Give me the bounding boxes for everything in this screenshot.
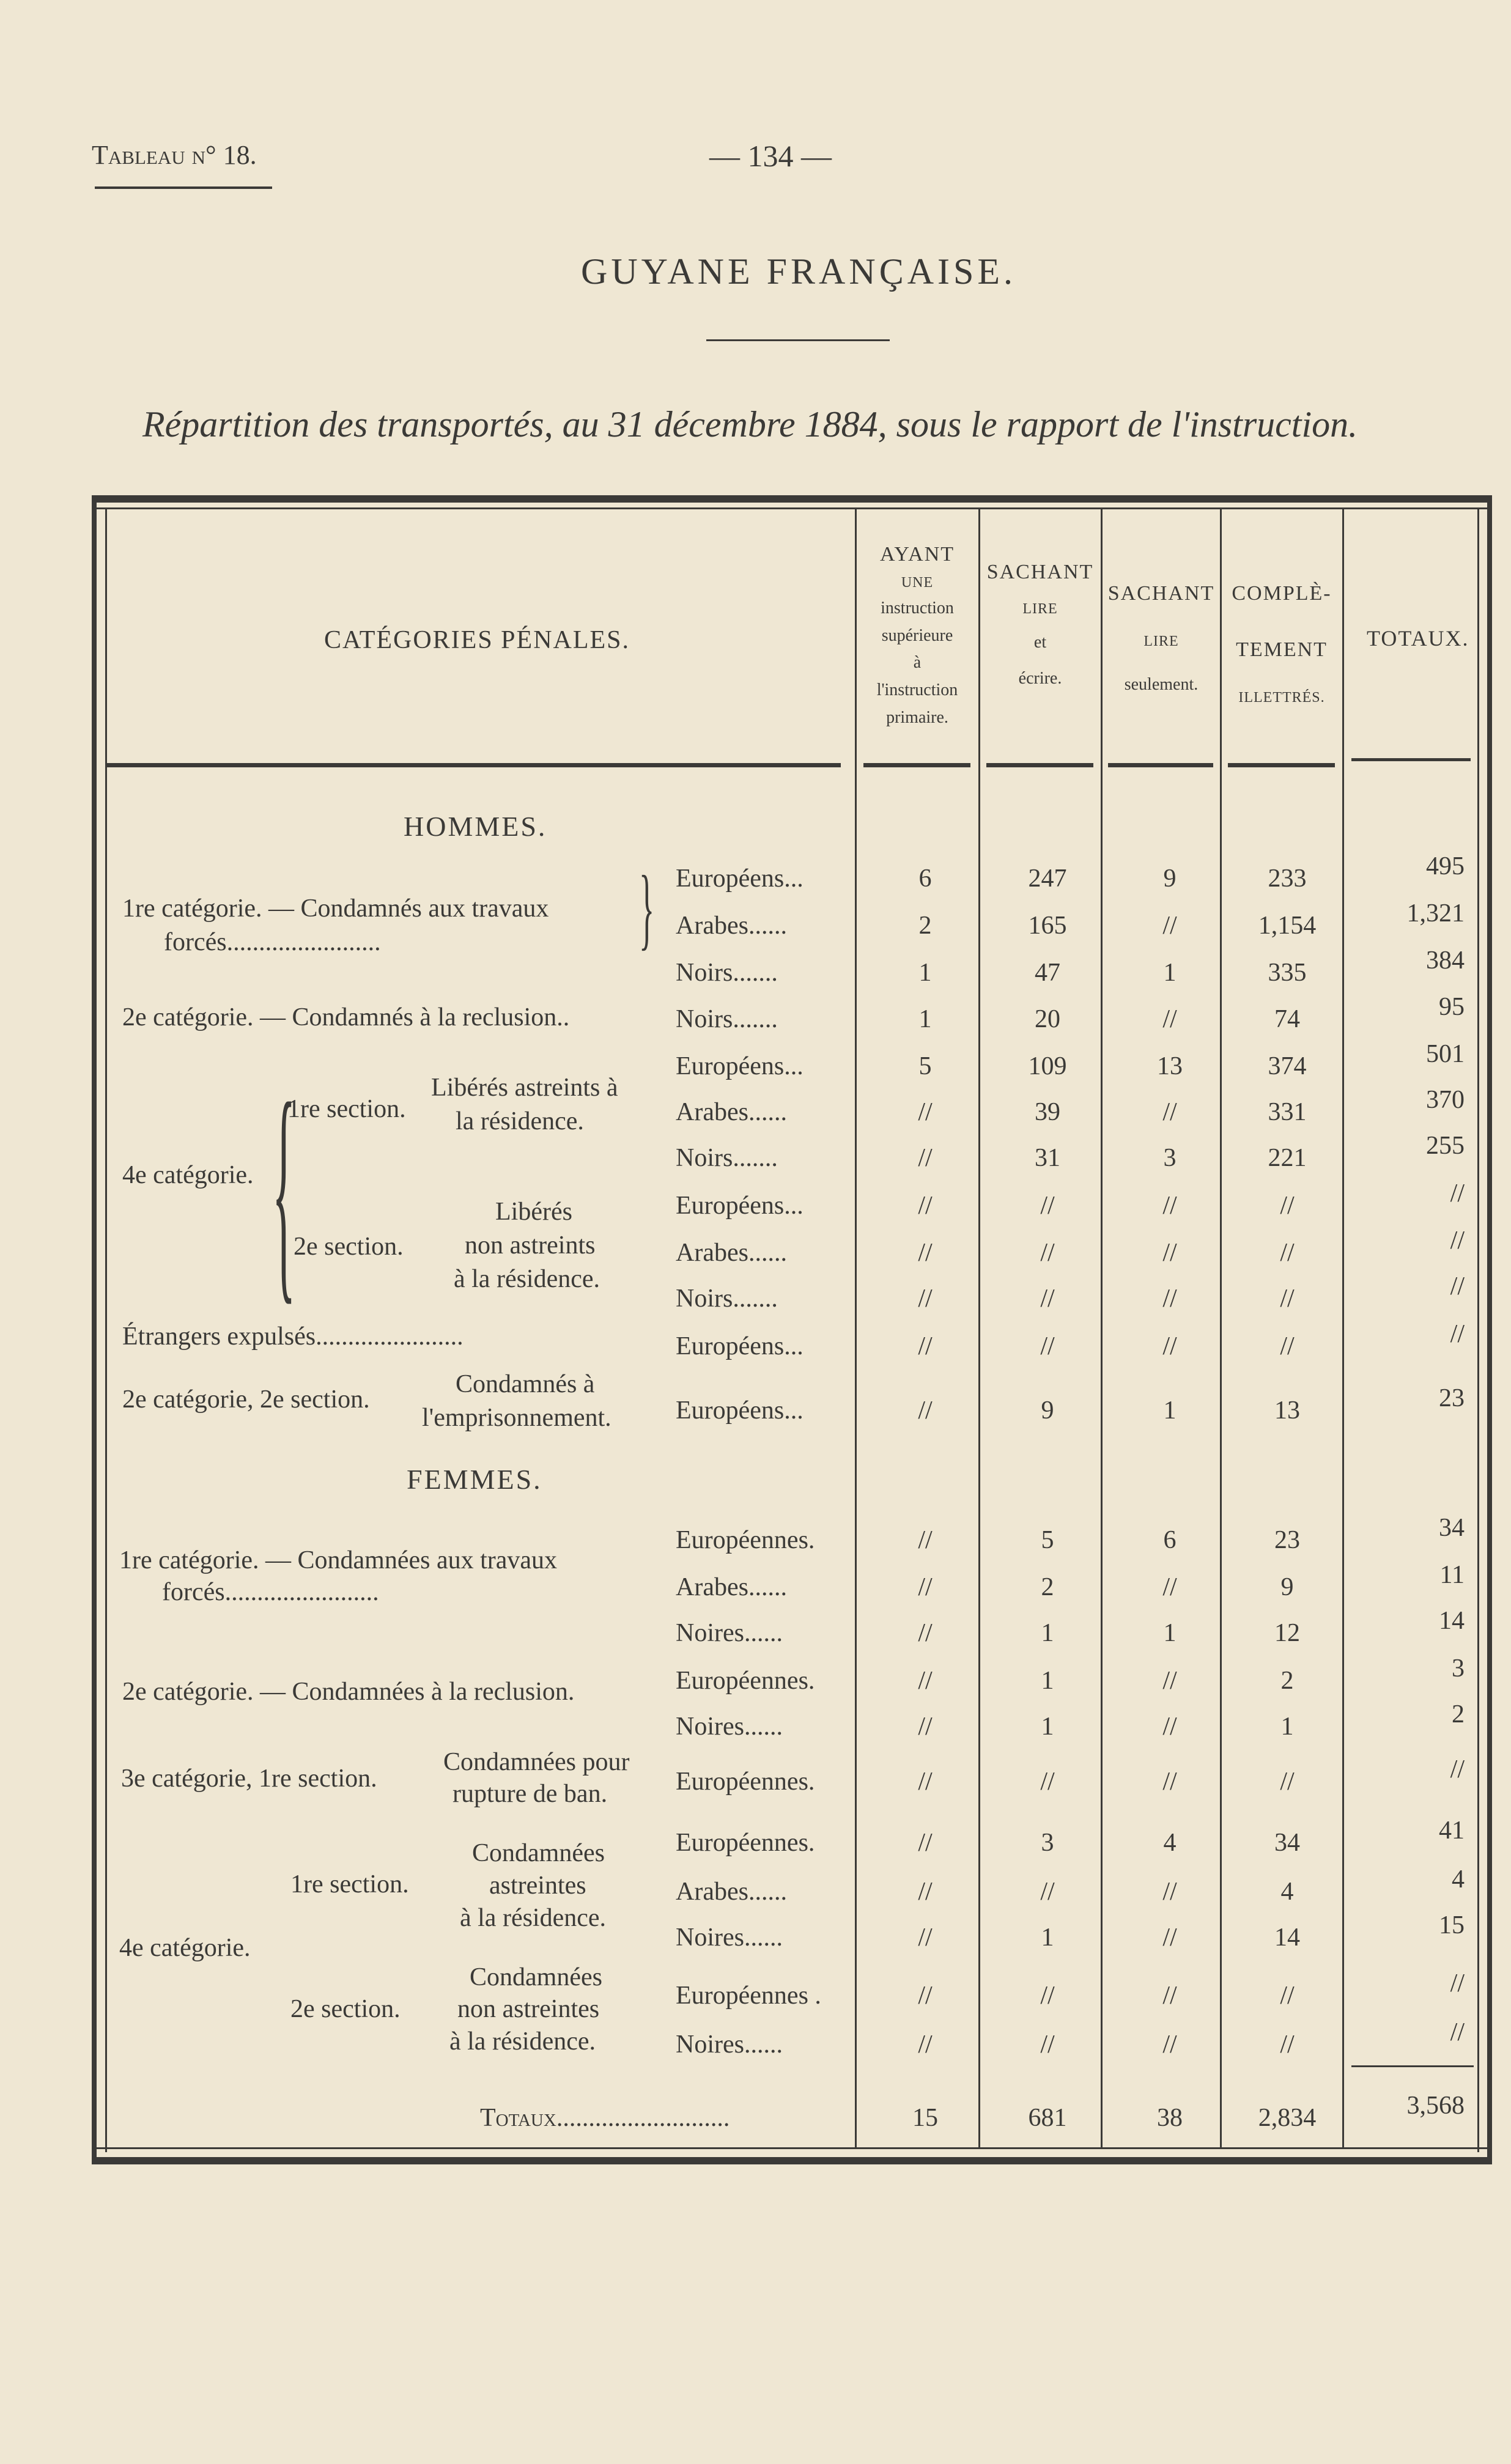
- row-value-c4: 4: [1280, 1878, 1294, 1906]
- row-origin: Européens...: [676, 1332, 804, 1360]
- col-sep-1: [855, 509, 857, 2148]
- header-rule-cat: [107, 763, 841, 767]
- row-origin: Européennes .: [676, 1982, 821, 2010]
- row-value-c1: //: [918, 1829, 933, 1857]
- page-number: — 134 —: [709, 139, 832, 173]
- row-origin: Noires......: [676, 2031, 783, 2059]
- header-rule-c2: [986, 763, 1093, 767]
- label-f4-s1: 1re section.: [290, 1870, 409, 1898]
- section-hommes: HOMMES.: [404, 811, 547, 842]
- c2-line-1: SACHANT: [986, 561, 1094, 583]
- row-value-c2: 5: [1041, 1526, 1054, 1554]
- section-femmes: FEMMES.: [407, 1464, 542, 1495]
- col-header-superieure: [856, 538, 978, 732]
- row-value-c2: //: [1040, 1768, 1055, 1796]
- row-value-c3: //: [1162, 1667, 1177, 1695]
- row-value-c5: 23: [1439, 1384, 1465, 1412]
- c1-line-1: AYANT: [879, 543, 955, 566]
- label-h4-s1-desc1: Libérés astreints à: [431, 1074, 618, 1102]
- c3-line-3: seulement.: [1124, 674, 1199, 694]
- row-value-c2: 165: [1028, 912, 1067, 940]
- row-value-c2: 39: [1035, 1098, 1060, 1126]
- label-f4-s2-desc3: à la résidence.: [449, 2027, 596, 2056]
- table-left-border: [92, 495, 97, 2164]
- row-value-c3: 1: [1163, 1396, 1177, 1425]
- row-origin: Arabes......: [676, 1878, 787, 1906]
- table-number: Tableau n° 18.: [92, 140, 257, 170]
- row-value-c2: 20: [1035, 1005, 1060, 1033]
- c2-line-4: écrire.: [1018, 668, 1062, 688]
- row-value-c4: 1,154: [1258, 912, 1317, 940]
- label-f4-s2: 2e section.: [290, 1995, 401, 2023]
- row-value-c5: 501: [1426, 1040, 1465, 1068]
- row-origin: Européens...: [676, 865, 804, 893]
- row-origin: Noires......: [676, 1924, 783, 1952]
- c3-line-2: LIRE: [1143, 633, 1179, 649]
- row-value-c1: //: [918, 1619, 933, 1647]
- row-value-c1: //: [918, 1667, 933, 1695]
- label-f2-cat: 2e catégorie. — Condamnées à la reclusion.: [122, 1678, 575, 1706]
- row-value-c3: //: [1162, 1098, 1177, 1126]
- row-value-c5: 14: [1439, 1607, 1465, 1635]
- label-totaux: Totaux...........................: [480, 2104, 730, 2132]
- table-right-border: [1487, 495, 1492, 2164]
- total-c3: 38: [1157, 2104, 1183, 2132]
- row-value-c2: //: [1040, 1285, 1055, 1313]
- brace-h1: }: [639, 857, 655, 959]
- row-value-c3: 9: [1163, 865, 1177, 893]
- label-f3-cat: 3e catégorie, 1re section.: [121, 1765, 377, 1793]
- row-value-c5: 34: [1439, 1514, 1465, 1542]
- row-value-c5: 1,321: [1406, 899, 1465, 928]
- row-value-c4: 13: [1274, 1396, 1300, 1425]
- header-rule-c5: [1351, 758, 1471, 761]
- row-value-c5: //: [1450, 1969, 1465, 1997]
- row-value-c4: 74: [1274, 1005, 1300, 1033]
- row-origin: Européennes.: [676, 1768, 815, 1796]
- table-top-rule: [92, 507, 1492, 509]
- row-value-c1: //: [918, 1332, 933, 1360]
- label-h4-s2-desc2: non astreints: [465, 1231, 596, 1260]
- row-origin: Noires......: [676, 1619, 783, 1647]
- c1-line-2: UNE: [901, 575, 934, 591]
- c1-line-6: l'instruction: [876, 681, 958, 700]
- row-value-c4: 34: [1274, 1829, 1300, 1857]
- row-value-c5: //: [1450, 1272, 1465, 1300]
- row-value-c2: 31: [1035, 1144, 1060, 1172]
- label-etrangers: Étrangers expulsés.......................: [122, 1322, 464, 1351]
- c4-line-2: TEMENT: [1236, 638, 1328, 661]
- row-value-c2: 1: [1041, 1667, 1054, 1695]
- row-value-c3: 1: [1163, 1619, 1177, 1647]
- total-c1: 15: [912, 2104, 938, 2132]
- header-rule-c3: [1108, 763, 1213, 767]
- label-h4-s1-desc2: la résidence.: [456, 1107, 584, 1135]
- header-rule-c4: [1228, 763, 1335, 767]
- row-origin: Européennes.: [676, 1526, 815, 1554]
- row-value-c4: //: [1280, 1239, 1295, 1267]
- row-value-c5: //: [1450, 1179, 1465, 1208]
- row-value-c2: 1: [1041, 1619, 1054, 1647]
- title-divider: [706, 339, 890, 341]
- row-value-c3: 1: [1163, 959, 1177, 987]
- c2-line-3: et: [1033, 632, 1047, 652]
- row-origin: Européens...: [676, 1052, 804, 1080]
- table-right-rule: [1477, 507, 1479, 2152]
- row-origin: Noirs.......: [676, 1285, 778, 1313]
- col-sep-2: [978, 509, 980, 2148]
- row-value-c2: 9: [1041, 1396, 1054, 1425]
- c1-line-3: instruction: [881, 598, 954, 618]
- c3-line-1: SACHANT: [1107, 582, 1215, 605]
- subtitle: Répartition des transportés, au 31 décembre 1884, sous le rapport de l'instruction.: [142, 404, 1358, 444]
- row-value-c3: 3: [1163, 1144, 1177, 1172]
- row-origin: Noirs.......: [676, 1144, 778, 1172]
- c1-line-5: à: [913, 653, 922, 673]
- col-header-categories: CATÉGORIES PÉNALES.: [324, 626, 630, 654]
- row-value-c2: 109: [1028, 1052, 1067, 1080]
- row-origin: Européennes.: [676, 1829, 815, 1857]
- row-value-c3: //: [1162, 1332, 1177, 1360]
- row-value-c4: 1: [1280, 1713, 1294, 1741]
- row-value-c2: //: [1040, 2031, 1055, 2059]
- row-value-c5: 255: [1426, 1132, 1465, 1160]
- table-bottom-rule: [92, 2147, 1492, 2149]
- row-value-c4: 2: [1280, 1667, 1294, 1695]
- row-value-c4: //: [1280, 1332, 1295, 1360]
- row-value-c3: 6: [1163, 1526, 1177, 1554]
- label-f1-cat-cont: forcés........................: [162, 1578, 379, 1606]
- row-value-c3: //: [1162, 1768, 1177, 1796]
- row-value-c3: //: [1162, 1285, 1177, 1313]
- table-left-rule: [105, 507, 107, 2152]
- row-origin: Noirs.......: [676, 1005, 778, 1033]
- label-h4-s1: 1re section.: [287, 1095, 406, 1123]
- col-header-lire-ecrire: [979, 550, 1101, 696]
- row-value-c1: //: [918, 2031, 933, 2059]
- row-origin: Arabes......: [676, 912, 787, 940]
- row-value-c1: //: [918, 1924, 933, 1952]
- row-value-c4: 14: [1274, 1924, 1300, 1952]
- total-c4: 2,834: [1258, 2104, 1317, 2132]
- row-value-c1: //: [918, 1098, 933, 1126]
- row-value-c4: //: [1280, 1768, 1295, 1796]
- label-h2-s2-desc2: l'emprisonnement.: [422, 1404, 611, 1432]
- c1-line-4: supérieure: [881, 625, 953, 645]
- row-value-c2: 3: [1041, 1829, 1054, 1857]
- row-value-c3: //: [1162, 1878, 1177, 1906]
- row-origin: Noires......: [676, 1713, 783, 1741]
- row-value-c1: 1: [918, 1005, 932, 1033]
- row-value-c4: 331: [1268, 1098, 1307, 1126]
- row-value-c5: 15: [1439, 1911, 1465, 1939]
- row-value-c3: //: [1162, 1924, 1177, 1952]
- page-title: GUYANE FRANÇAISE.: [581, 251, 1017, 292]
- row-origin: Européennes.: [676, 1667, 815, 1695]
- row-value-c4: 233: [1268, 865, 1307, 893]
- row-value-c2: //: [1040, 1239, 1055, 1267]
- label-h2-cat: 2e catégorie. — Condamnés à la reclusion..: [122, 1003, 570, 1031]
- row-value-c2: 2: [1041, 1573, 1054, 1601]
- label-f4-s1-desc2: astreintes: [489, 1872, 586, 1900]
- label-h2-s2: 2e catégorie, 2e section.: [122, 1385, 370, 1414]
- row-value-c5: 11: [1439, 1561, 1465, 1589]
- row-value-c1: //: [918, 1239, 933, 1267]
- row-value-c1: //: [918, 1396, 933, 1425]
- row-value-c4: 374: [1268, 1052, 1307, 1080]
- row-value-c5: //: [1450, 1320, 1465, 1348]
- label-h4-cat: 4e catégorie.: [122, 1161, 254, 1189]
- total-c5: 3,568: [1406, 2092, 1465, 2120]
- row-value-c1: //: [918, 1713, 933, 1741]
- row-value-c5: 495: [1426, 852, 1465, 880]
- row-value-c1: //: [918, 1878, 933, 1906]
- row-value-c4: 23: [1274, 1526, 1300, 1554]
- row-value-c1: 1: [918, 959, 932, 987]
- row-value-c5: 384: [1426, 946, 1465, 975]
- label-h4-s2-desc3: à la résidence.: [454, 1265, 600, 1293]
- row-origin: Arabes......: [676, 1098, 787, 1126]
- col-header-lire-seulement: [1101, 566, 1222, 707]
- row-value-c1: 2: [918, 912, 932, 940]
- row-value-c4: //: [1280, 1982, 1295, 2010]
- row-value-c1: //: [918, 1144, 933, 1172]
- label-f4-s1-desc3: à la résidence.: [460, 1904, 607, 1932]
- row-value-c1: //: [918, 1285, 933, 1313]
- row-value-c1: //: [918, 1526, 933, 1554]
- row-value-c5: 2: [1452, 1700, 1465, 1728]
- row-value-c1: //: [918, 1192, 933, 1220]
- row-value-c1: //: [918, 1768, 933, 1796]
- c2-line-2: LIRE: [1022, 601, 1058, 618]
- label-f3-desc1: Condamnées pour: [443, 1748, 630, 1776]
- brace-h4: {: [272, 1053, 296, 1324]
- row-value-c2: 1: [1041, 1713, 1054, 1741]
- totals-rule: [1351, 2065, 1474, 2067]
- c4-line-3: ILLETTRÉS.: [1238, 689, 1325, 706]
- row-value-c3: 4: [1163, 1829, 1177, 1857]
- row-value-c3: //: [1162, 1192, 1177, 1220]
- row-value-c5: 41: [1439, 1817, 1465, 1845]
- row-value-c4: 9: [1280, 1573, 1294, 1601]
- label-h1-cat: 1re catégorie. — Condamnés aux travaux: [122, 894, 549, 923]
- row-value-c3: //: [1162, 1713, 1177, 1741]
- label-h4-s2-desc1: Libérés: [495, 1198, 572, 1226]
- row-value-c3: 13: [1157, 1052, 1183, 1080]
- row-value-c2: //: [1040, 1332, 1055, 1360]
- col-sep-3: [1101, 509, 1103, 2148]
- label-h4-s2: 2e section.: [294, 1233, 404, 1261]
- label-h1-cat-cont: forcés........................: [164, 928, 381, 956]
- col-header-illettres: [1221, 566, 1343, 717]
- row-value-c2: //: [1040, 1982, 1055, 2010]
- header-underline: [95, 186, 272, 189]
- row-value-c5: //: [1450, 1755, 1465, 1783]
- label-f4-s2-desc1: Condamnées: [470, 1963, 602, 1991]
- row-origin: Arabes......: [676, 1239, 787, 1267]
- row-value-c3: //: [1162, 2031, 1177, 2059]
- row-value-c4: 12: [1274, 1619, 1300, 1647]
- row-value-c4: //: [1280, 2031, 1295, 2059]
- row-value-c3: //: [1162, 1573, 1177, 1601]
- row-value-c4: //: [1280, 1192, 1295, 1220]
- row-value-c5: 4: [1452, 1865, 1465, 1894]
- row-value-c2: 247: [1028, 865, 1067, 893]
- label-f4-s2-desc2: non astreintes: [457, 1995, 600, 2023]
- row-value-c2: //: [1040, 1192, 1055, 1220]
- row-value-c3: //: [1162, 1005, 1177, 1033]
- row-value-c5: 95: [1439, 993, 1465, 1021]
- row-value-c3: //: [1162, 912, 1177, 940]
- row-value-c2: 1: [1041, 1924, 1054, 1952]
- row-value-c1: 5: [918, 1052, 932, 1080]
- label-f1-cat: 1re catégorie. — Condamnées aux travaux: [119, 1546, 558, 1574]
- row-value-c5: //: [1450, 1226, 1465, 1255]
- header-rule-c1: [863, 763, 970, 767]
- row-value-c5: 3: [1452, 1654, 1465, 1683]
- row-value-c5: 370: [1426, 1086, 1465, 1114]
- table-bottom-border: [92, 2157, 1492, 2164]
- row-origin: Européens...: [676, 1192, 804, 1220]
- col-sep-4: [1220, 509, 1222, 2148]
- row-value-c1: //: [918, 1573, 933, 1601]
- row-origin: Noirs.......: [676, 959, 778, 987]
- c1-line-7: primaire.: [886, 707, 948, 727]
- row-value-c1: //: [918, 1982, 933, 2010]
- label-f4-cat: 4e catégorie.: [119, 1934, 251, 1962]
- label-f4-s1-desc1: Condamnées: [472, 1839, 605, 1867]
- row-value-c5: //: [1450, 2018, 1465, 2046]
- col-header-totaux: TOTAUX.: [1367, 626, 1469, 651]
- row-value-c4: //: [1280, 1285, 1295, 1313]
- row-origin: Arabes......: [676, 1573, 787, 1601]
- row-value-c1: 6: [918, 865, 932, 893]
- row-value-c4: 221: [1268, 1144, 1307, 1172]
- total-c2: 681: [1028, 2104, 1067, 2132]
- row-value-c2: //: [1040, 1878, 1055, 1906]
- label-h2-s2-desc1: Condamnés à: [456, 1370, 595, 1398]
- row-origin: Européens...: [676, 1396, 804, 1425]
- label-f3-desc2: rupture de ban.: [453, 1780, 608, 1808]
- row-value-c3: //: [1162, 1239, 1177, 1267]
- c4-line-1: COMPLÈ-: [1232, 582, 1332, 605]
- table-top-border: [92, 495, 1492, 503]
- row-value-c4: 335: [1268, 959, 1307, 987]
- row-value-c2: 47: [1035, 959, 1060, 987]
- row-value-c3: //: [1162, 1982, 1177, 2010]
